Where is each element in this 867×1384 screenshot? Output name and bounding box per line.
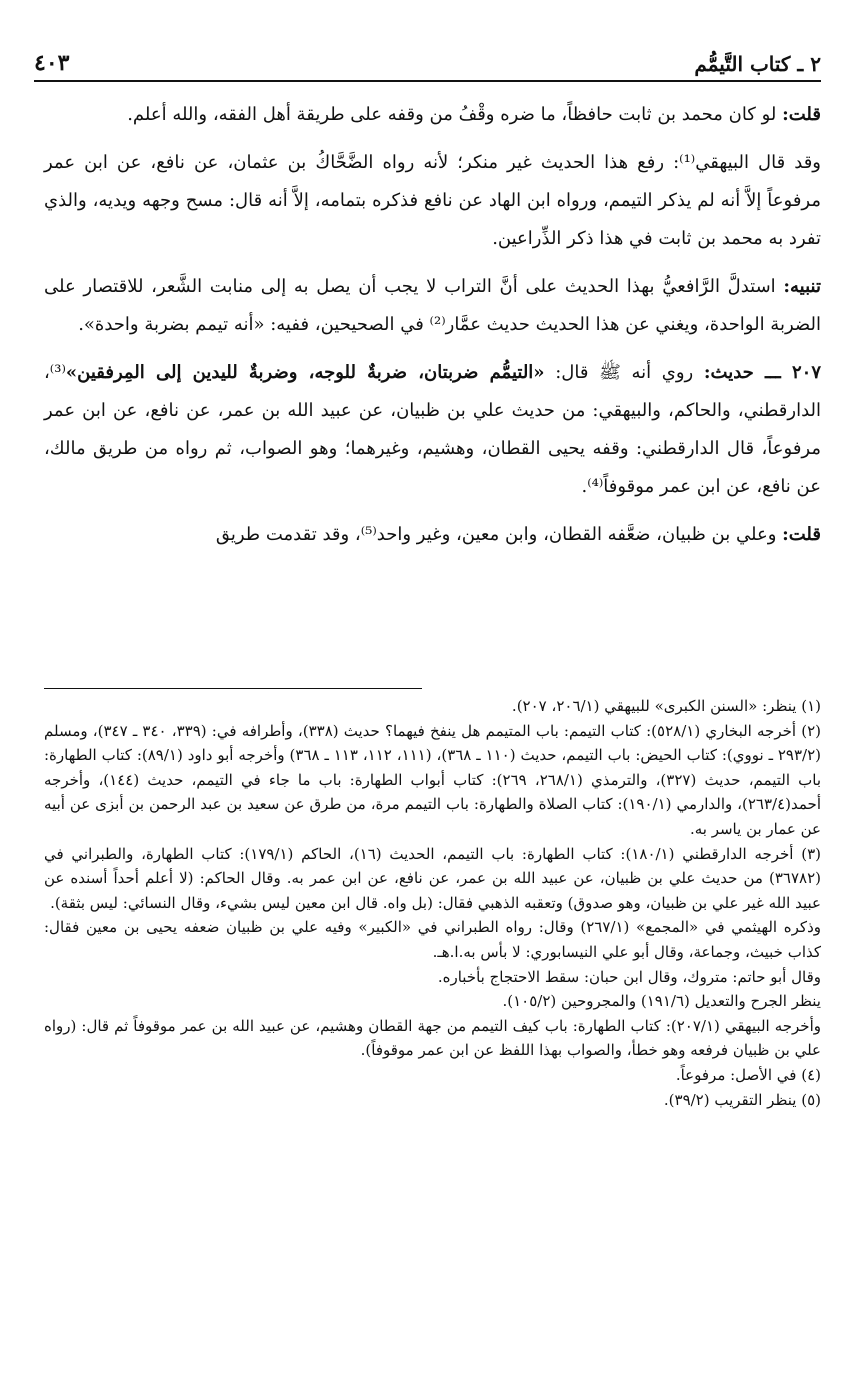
footnotes: [44, 694, 821, 1112]
para3-text: استدلَّ الرَّافعيُّ بهذا الحديث على أنَّ التراب لا يجب أن يصل به إلى منابت الشَّعر، للاقتصار على الضربة الواحدة، ويغني عن هذا الحديث حديث عمَّار⁽²⁾ في الصحيحين، ففيه: «أنه تيمم بضربة واحدة».: [44, 276, 821, 335]
para4-text: ⁽³⁾، الدارقطني، والحاكم، والبيهقي: من حديث علي بن ظبيان، عن عبيد الله بن عمر، عن نافع، عن ابن عمر مرفوعاً، قال الدارقطني: وقفه يحيى القطان، وهشيم، وغيرهما؛ وهو الصواب، ثم رواه من طريق مالك، عن نافع، عن ابن عمر موقوفاً⁽⁴⁾.: [44, 362, 821, 497]
footnote-separator: [44, 688, 422, 689]
paragraph-5: [44, 516, 821, 554]
paragraph-3: [44, 268, 821, 344]
para5-label: قلت:: [782, 524, 821, 545]
footnote-3-cont-4: وأخرجه البيهقي (٢٠٧/١): كتاب الطهارة: باب كيف التيمم من جهة القطان وهشيم، عن عبيد الله بن عمر موقوفاً ثم قال: (رواه علي بن ظبيان فرفعه وهو خطأ، والصواب بهذا اللفظ عن ابن عمر موقوفاً).: [44, 1016, 821, 1060]
footnote-1: (١) ينظر: «السنن الكبرى» للبيهقي (٢٠٦/١، ٢٠٧).: [511, 697, 821, 715]
footnote-3-cont-3: ينظر الجرح والتعديل (١٩١/٦) والمجروحين (١٠٥/٢).: [502, 992, 821, 1011]
paragraph-1: [44, 96, 821, 134]
footnote-3: (٣) أخرجه الدارقطني (١٨٠/١): كتاب الطهارة: باب التيمم، الحديث (١٦)، الحاكم (١٧٩/١): كتاب الطهارة، والطبراني في (٣٦٧٨٢) من حديث علي بن ظبيان، عن عبيد الله بن عمر، عن نافع، عن ابن عمر به. وقال الحاكم: (لا أعلم أحداً أسنده عن عبيد الله غير علي بن ظبيان، وهو صدوق) وتعقبه الذهبي فقال: (بل واه. قال ابن معين ليس بشيء، وقال النسائي: ليس بثقة).: [44, 844, 821, 912]
hadith-quote: «التيمُّم ضربتان، ضربةٌ للوجه، وضربةٌ لليدين إلى المِرفقين»: [65, 362, 545, 383]
para5-text: وعلي بن ظبيان، ضعَّفه القطان، وابن معين، وغير واحد⁽⁵⁾، وقد تقدمت طريق: [215, 524, 783, 545]
footnote-3-cont-2: وقال أبو حاتم: متروك، وقال ابن حبان: سقط الاحتجاج بأخباره.: [437, 967, 821, 986]
footnote-2: (٢) أخرجه البخاري (٥٢٨/١): كتاب التيمم: باب المتيمم هل ينفخ فيهما؟ حديث (٣٣٨)، وأطرافه في: (٣٣٩، ٣٤٠ ـ ٣٤٧)، ومسلم (٢٩٣/٢ ـ نووي): كتاب الحيض: باب التيمم، حديث (١١٠ ـ ٣٦٨)، (١١١، ١١٢، ١١٣ ـ ٣٦٨) وأخرجه أبو داود (٨٩/١): كتاب الطهارة: باب التيمم، حديث (٣٢٧)، والترمذي (٢٦٨/١، ٢٦٩): كتاب أبواب الطهارة: باب ما جاء في التيمم، حديث (١٤٤)، وأخرجه أحمد(٢٦٣/٤)، والدارمي (١٩٠/١): كتاب الصلاة والطهارة: باب التيمم مرة، من طرق عن سعيد بن عبد الرحمن بن أبزى عن أبيه عن عمار بن ياسر به.: [44, 721, 822, 838]
main-text: [44, 96, 821, 564]
para3-label: تنبيه:: [783, 276, 821, 297]
chapter-title: ٢ ـ كتاب التَّيمُّم: [694, 52, 821, 76]
footnote-3-cont-1: وذكره الهيثمي في «المجمع» (٢٦٧/١) وقال: رواه الطبراني في «الكبير» وفيه علي بن ظبيان ضعفه يحيى بن معين فقال: كذاب خبيث، وجماعة، وقال أبو علي النيسابوري: لا بأس به.ا.هـ.: [44, 918, 821, 961]
para1-text: لو كان محمد بن ثابت حافظاً، ما ضره وقْفُ من وقفه على طريقة أهل الفقه، والله أعلم.: [127, 104, 783, 125]
para4-intro: روي أنه ﷺ قال:: [544, 362, 704, 383]
footnote-5: (٥) ينظر التقريب (٣٩/٢).: [663, 1090, 821, 1109]
paragraph-2: وقد قال البيهقي⁽¹⁾: رفع هذا الحديث غير منكر؛ لأنه رواه الضَّحَّاكُ بن عثمان، عن نافع، عن ابن عمر مرفوعاً إلاَّ أنه لم يذكر التيمم، ورواه ابن الهاد عن نافع فذكره بتمامه، إلاَّ أنه قال: مسح وجهه ويديه، والذي تفرد به محمد بن ثابت في هذا ذكر الذِّراعين.: [44, 152, 821, 249]
page-number: ٤٠٣: [34, 50, 70, 76]
running-header: [34, 44, 821, 82]
footnote-4: (٤) في الأصل: مرفوعاً.: [675, 1065, 821, 1084]
para1-label: قلت:: [782, 104, 821, 125]
paragraph-4: [44, 354, 821, 506]
hadith-number-label: ٢٠٧ ـــ حديث:: [703, 362, 822, 383]
